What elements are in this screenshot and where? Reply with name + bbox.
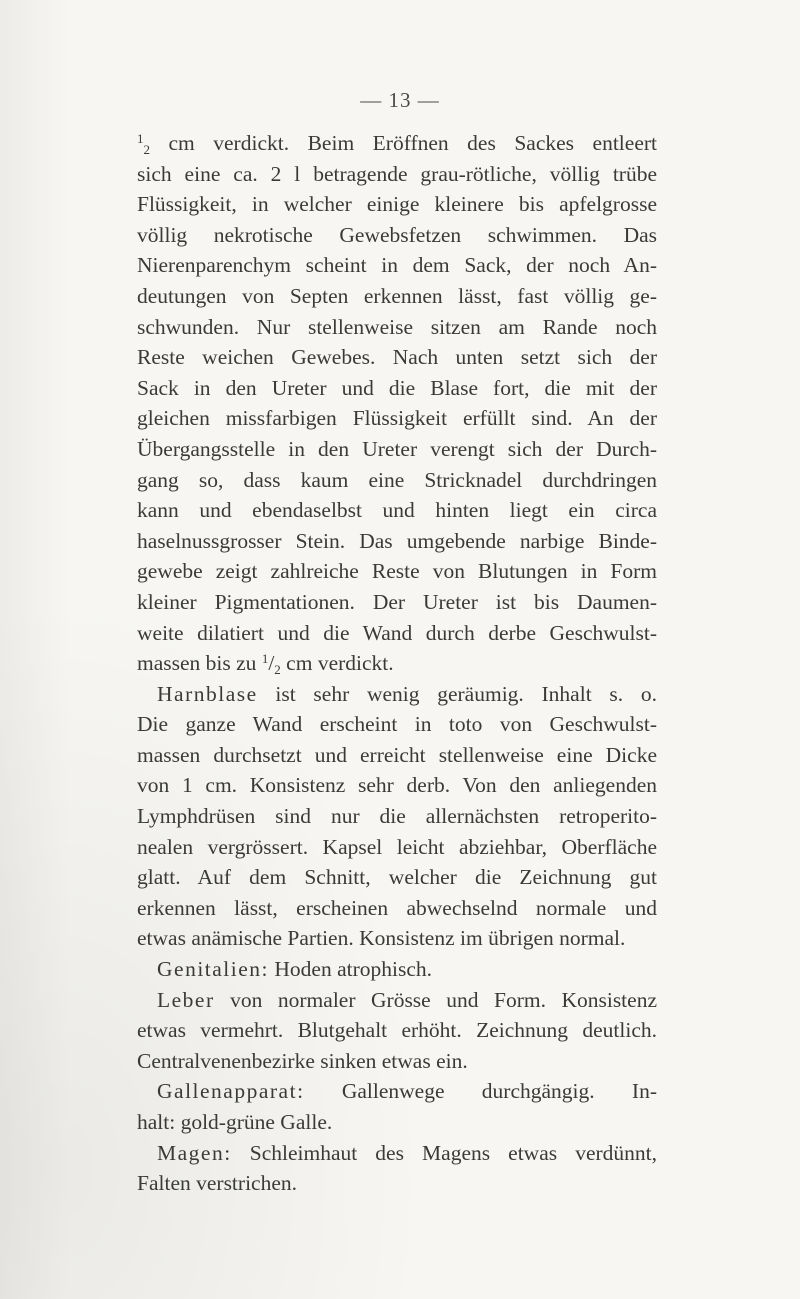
text-line: glatt. Auf dem Schnitt, welcher die Zeichnung gut: [137, 865, 657, 890]
text-line: [137, 128, 657, 159]
text-line: [137, 954, 657, 985]
line-text: massen bis zu: [137, 651, 262, 676]
line-text: von normaler Grösse und Form. Konsistenz: [214, 987, 657, 1012]
text-line: Die ganze Wand erscheint in toto von Geschwulst-: [137, 712, 657, 737]
text-line: etwas vermehrt. Blutgehalt erhöht. Zeichnung deutlich.: [137, 1018, 657, 1043]
text-line: völlig nekrotische Gewebsfetzen schwimmen. Das: [137, 222, 657, 247]
text-line: Reste weichen Gewebes. Nach unten setzt sich der: [137, 345, 657, 370]
text-line: massen durchsetzt und erreicht stellenweise eine Dicke: [137, 742, 657, 767]
text-line: erkennen lässt, erscheinen abwechselnd normale und: [137, 895, 657, 920]
fraction-denominator: 2: [143, 142, 150, 157]
section-heading-magen: Magen:: [157, 1140, 232, 1165]
fraction-denominator: 2: [274, 662, 281, 678]
page-number: — 13 —: [360, 88, 440, 112]
text-line: Falten verstrichen.: [137, 1171, 298, 1196]
text-line: kann und ebendaselbst und hinten liegt ein circa: [137, 498, 657, 523]
text-line: Nierenparenchym scheint in dem Sack, der noch An-: [137, 253, 657, 278]
text-line: weite dilatiert und die Wand durch derbe Geschwulst-: [137, 620, 657, 645]
fraction-numerator: 1: [137, 131, 144, 146]
text-line: schwunden. Nur stellenweise sitzen am Rande noch: [137, 314, 657, 339]
text-line: kleiner Pigmentationen. Der Ureter ist bis Daumen-: [137, 589, 657, 614]
text-line: sich eine ca. 2 l betragende grau-rötliche, völlig trübe: [137, 161, 657, 186]
text-line: Sack in den Ureter und die Blase fort, die mit der: [137, 375, 657, 400]
text-line: Centralvenenbezirke sinken etwas ein.: [137, 1048, 468, 1073]
text-line: Übergangsstelle in den Ureter verengt sich der Durch-: [137, 436, 657, 461]
section-heading-harnblase: Harnblase: [157, 681, 258, 706]
text-line: haselnussgrosser Stein. Das umgebende narbige Binde-: [137, 528, 657, 553]
text-line: gang so, dass kaum eine Stricknadel durchdringen: [137, 467, 657, 492]
line-text: Hoden atrophisch.: [269, 957, 433, 982]
line-text: ist sehr wenig geräumig. Inhalt s. o.: [257, 681, 657, 706]
text-line: Flüssigkeit, in welcher einige kleinere bis apfelgrosse: [137, 192, 657, 217]
text-line: gleichen missfarbigen Flüssigkeit erfüllt sind. An der: [137, 406, 657, 431]
line-text: cm verdickt.: [280, 651, 394, 676]
text-line: nealen vergrössert. Kapsel leicht abziehbar, Oberfläche: [137, 834, 657, 859]
text-line: deutungen von Septen erkennen lässt, fast völlig ge-: [137, 283, 657, 308]
text-line: [137, 679, 657, 710]
fraction-numerator: 1: [261, 651, 269, 667]
text-line: halt: gold-grüne Galle.: [137, 1110, 333, 1134]
section-heading-genitalien: Genitalien:: [157, 957, 270, 982]
text-line: Lymphdrüsen sind nur die allernächsten retroperito-: [137, 804, 657, 829]
body-text: [137, 128, 657, 1199]
section-heading-gallenapparat: Gallenapparat:: [157, 1079, 305, 1104]
text-line: etwas anämische Partien. Konsistenz im übrigen normal.: [137, 926, 626, 951]
section-heading-leber: Leber: [157, 987, 215, 1012]
line-text: Gallenwege durchgängig. In-: [304, 1079, 657, 1104]
text-line: [137, 1138, 657, 1169]
text-line: [137, 985, 657, 1016]
text-line: gewebe zeigt zahlreiche Reste von Blutungen in Form: [137, 559, 657, 584]
fraction-slash: /: [268, 651, 275, 676]
text-line: [137, 1076, 657, 1107]
text-line: von 1 cm. Konsistenz sehr derb. Von den anliegenden: [137, 773, 657, 798]
text-line: [137, 648, 657, 679]
line-text: cm verdickt. Beim Eröffnen des Sackes entleert: [150, 131, 657, 155]
line-text: Schleimhaut des Magens etwas verdünnt,: [231, 1140, 657, 1165]
